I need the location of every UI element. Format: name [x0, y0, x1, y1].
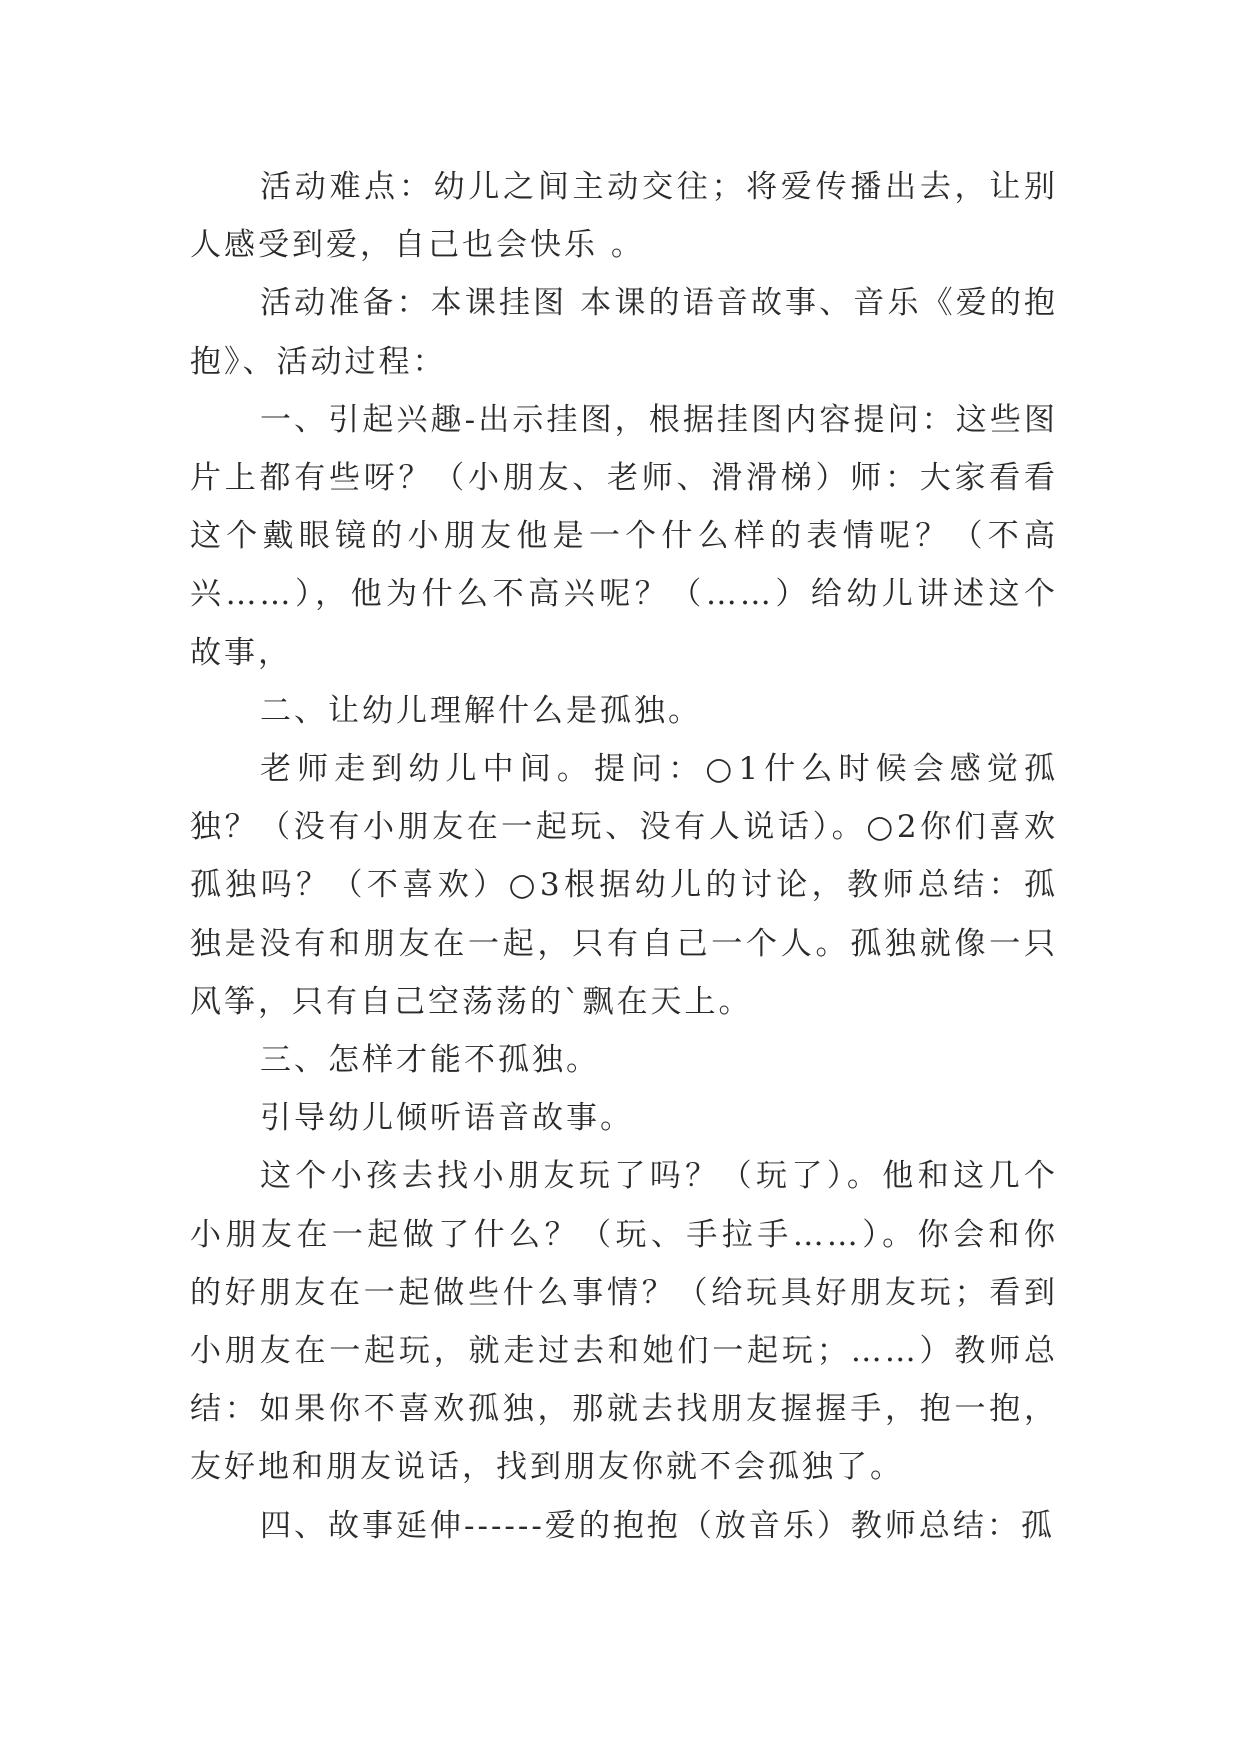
paragraph-activity-difficulty: 活动难点：幼儿之间主动交往；将爱传播出去，让别人感受到爱，自己也会快乐 。: [190, 169, 1058, 264]
paragraph-step-one: 一、引起兴趣-出示挂图，根据挂图内容提问：这些图片上都有些呀？（小朋友、老师、滑滑梯）师：大家看看这个戴眼镜的小朋友他是一个什么样的表情呢？（不高兴……），他为什么不高兴呢？（……）给幼儿讲述这个故事，: [190, 401, 1058, 671]
paragraph-discussion: 这个小孩去找小朋友玩了吗？（玩了）。他和这几个小朋友在一起做了什么？（玩、手拉手……）。你会和你的好朋友在一起做些什么事情？（给玩具好朋友玩；看到小朋友在一起玩，就走过去和她们一起玩；……）教师总结：如果你不喜欢孤独，那就去找朋友握握手，抱一抱，友好地和朋友说话，找到朋友你就不会孤独了。: [190, 1158, 1058, 1486]
paragraph-step-two-heading: 二、让幼儿理解什么是孤独。: [260, 692, 702, 729]
paragraph-listen-story: 引导幼儿倾听语音故事。: [260, 1100, 634, 1137]
paragraph-step-four: 四、故事延伸------爱的抱抱（放音乐）教师总结：孤: [260, 1507, 1055, 1544]
paragraph-step-three-heading: 三、怎样才能不孤独。: [260, 1042, 600, 1079]
paragraph-activity-preparation: 活动准备：本课挂图 本课的语音故事、音乐《爱的抱抱》、活动过程：: [190, 285, 1058, 380]
paragraph-teacher-question: 老师走到幼儿中间。提问：○1什么时候会感觉孤独？（没有小朋友在一起玩、没有人说话）。○2你们喜欢孤独吗？（不喜欢）○3根据幼儿的讨论，教师总结：孤独是没有和朋友在一起，只有自己一个人。孤独就像一只风筝，只有自己空荡荡的`飘在天上。: [190, 751, 1058, 1020]
document-body: [190, 158, 1058, 1555]
